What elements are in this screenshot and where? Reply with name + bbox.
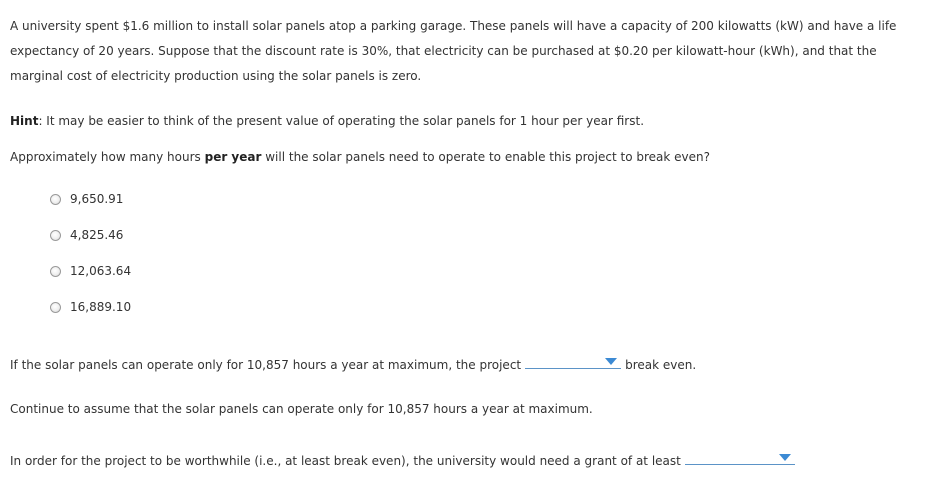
question-4-before: In order for the project to be worthwhile (i.e., at least break even), the university would need a grant of at least	[10, 454, 681, 468]
grant-amount-dropdown[interactable]	[685, 450, 795, 465]
problem-line-3: marginal cost of electricity production using the solar panels is zero.	[10, 69, 422, 83]
answer-option-4[interactable]	[50, 297, 131, 317]
hint-label: Hint	[10, 114, 39, 128]
radio-button[interactable]	[50, 302, 61, 313]
question-3-text: Continue to assume that the solar panels can operate only for 10,857 hours a year at maximum.	[10, 402, 593, 416]
radio-button[interactable]	[50, 230, 61, 241]
hint-text	[10, 114, 644, 128]
answer-option-label: 16,889.10	[70, 300, 132, 314]
question-1-after: will the solar panels need to operate to enable this project to break even?	[261, 150, 710, 164]
answer-option-label: 9,650.91	[70, 192, 124, 206]
question-2-text	[10, 354, 696, 372]
answer-option-3[interactable]	[50, 261, 131, 281]
radio-button[interactable]	[50, 266, 61, 277]
question-2-before: If the solar panels can operate only for 10,857 hours a year at maximum, the project	[10, 358, 522, 372]
question-1-text	[10, 150, 710, 164]
radio-button[interactable]	[50, 194, 61, 205]
question-2-after: break even.	[625, 358, 697, 372]
problem-line-1: A university spent $1.6 million to install solar panels atop a parking garage. These panels will have a capacity of 200 kilowatts (kW) and have a life	[10, 19, 897, 33]
answer-option-1[interactable]	[50, 189, 123, 209]
answer-option-2[interactable]	[50, 225, 123, 245]
question-1-emphasis: per year	[204, 150, 262, 164]
answer-option-label: 12,063.64	[70, 264, 132, 278]
hint-body: It may be easier to think of the present value of operating the solar panels for 1 hour per year first.	[42, 114, 645, 128]
problem-line-2: expectancy of 20 years. Suppose that the discount rate is 30%, that electricity can be purchased at $0.20 per kilowatt-hour (kWh), and that the	[10, 44, 877, 58]
hint-colon: :	[38, 114, 43, 128]
question-4-text	[10, 450, 799, 468]
question-1-before: Approximately how many hours	[10, 150, 205, 164]
break-even-dropdown[interactable]	[525, 354, 621, 369]
answer-option-label: 4,825.46	[70, 228, 124, 242]
chevron-down-icon	[605, 358, 617, 365]
chevron-down-icon	[779, 454, 791, 461]
